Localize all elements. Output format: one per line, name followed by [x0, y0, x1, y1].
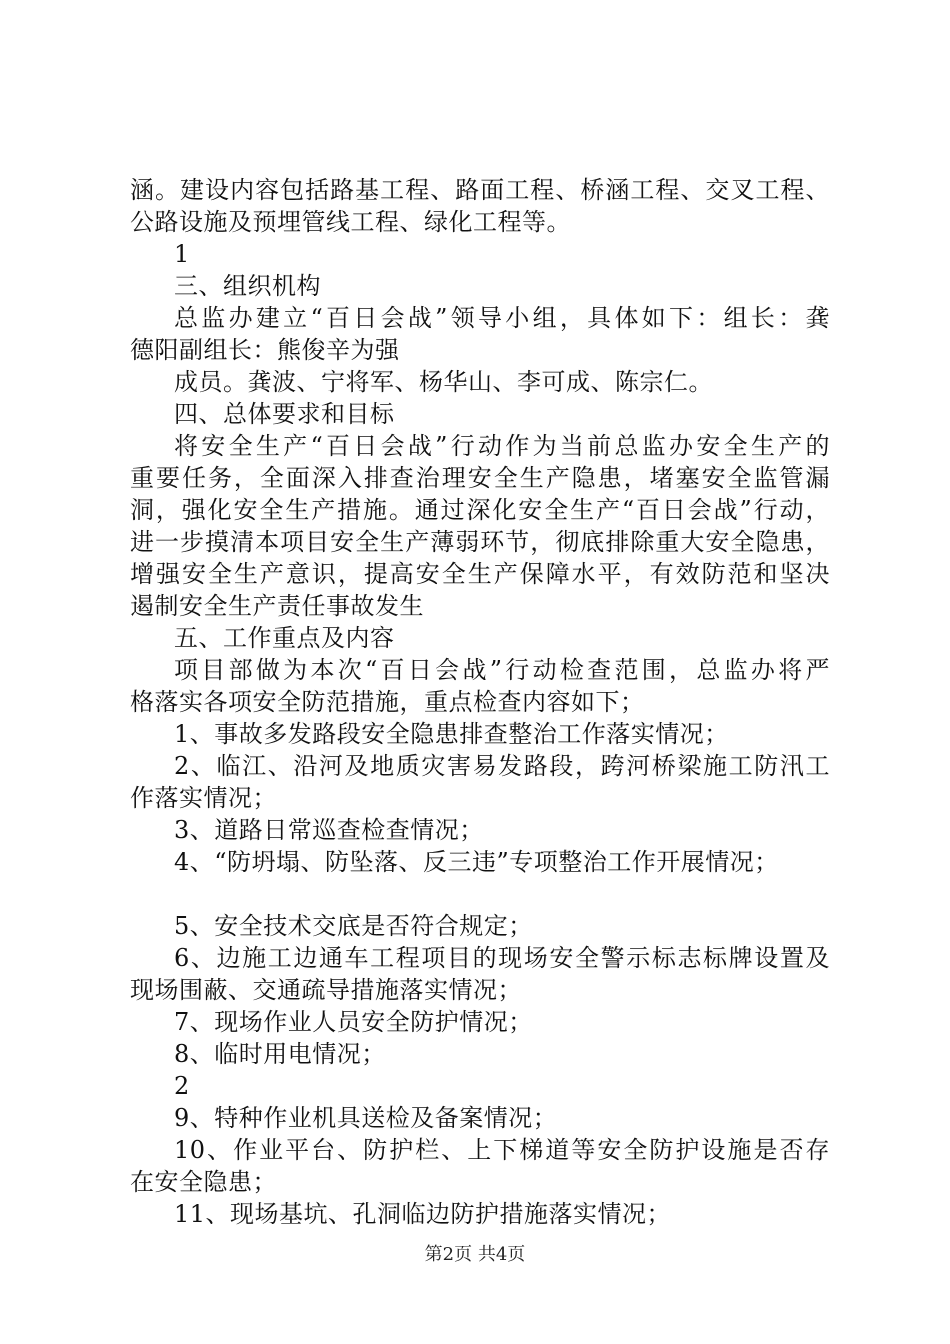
list-item: 7、现场作业人员安全防护情况； [174, 1008, 533, 1036]
page-footer: 第2页 共4页 [424, 1244, 526, 1265]
text-line: 洞，强化安全生产措施。通过深化安全生产“百日会战”行动， [130, 496, 830, 524]
text-line: 增强安全生产意识，提高安全生产保障水平，有效防范和坚决 [130, 560, 830, 588]
text-line: 进一步摸清本项目安全生产薄弱环节，彻底排除重大安全隐患， [130, 528, 830, 556]
text-line: 公路设施及预埋管线工程、绿化工程等。 [130, 208, 571, 236]
list-item: 11、现场基坑、孔洞临边防护措施落实情况； [174, 1200, 672, 1228]
section-heading: 四、总体要求和目标 [174, 400, 395, 428]
text-line: 重要任务，全面深入排查治理安全生产隐患，堵塞安全监管漏 [130, 464, 830, 492]
list-item: 4、“防坍塌、防坠落、反三违”专项整治工作开展情况； [174, 848, 779, 876]
text-line: 在安全隐患； [130, 1168, 277, 1196]
text-line: 项目部做为本次“百日会战”行动检查范围，总监办将严 [174, 656, 830, 684]
text-line: 将安全生产“百日会战”行动作为当前总监办安全生产的 [174, 432, 830, 460]
text-line: 作落实情况； [130, 784, 277, 812]
text-line: 涵。建设内容包括路基工程、路面工程、桥涵工程、交叉工程、 [130, 176, 830, 204]
list-item: 3、道路日常巡查检查情况； [174, 816, 484, 844]
list-item: 2、临江、沿河及地质灾害易发路段，跨河桥梁施工防汛工 [174, 752, 830, 780]
text-line: 现场围蔽、交通疏导措施落实情况； [130, 976, 522, 1004]
text-line: 总监办建立“百日会战”领导小组，具体如下：组长：龚 [174, 304, 830, 332]
list-item: 6、边施工边通车工程项目的现场安全警示标志标牌设置及 [174, 944, 830, 972]
text-line: 格落实各项安全防范措施，重点检查内容如下； [130, 688, 645, 716]
text-line: 成员。龚波、宁将军、杨华山、李可成、陈宗仁。 [174, 368, 713, 396]
section-heading: 五、工作重点及内容 [174, 624, 395, 652]
list-item: 5、安全技术交底是否符合规定； [174, 912, 533, 940]
list-item: 9、特种作业机具送检及备案情况； [174, 1104, 558, 1132]
section-heading: 三、组织机构 [174, 272, 321, 300]
page-number-marker: 1 [174, 240, 190, 268]
list-item: 1、事故多发路段安全隐患排查整治工作落实情况； [174, 720, 729, 748]
list-item: 10、作业平台、防护栏、上下梯道等安全防护设施是否存 [174, 1136, 830, 1164]
text-line: 遏制安全生产责任事故发生 [130, 592, 424, 620]
list-item: 8、临时用电情况； [174, 1040, 386, 1068]
page-number-marker: 2 [174, 1072, 190, 1100]
text-line: 德阳副组长：熊俊辛为强 [130, 336, 400, 364]
